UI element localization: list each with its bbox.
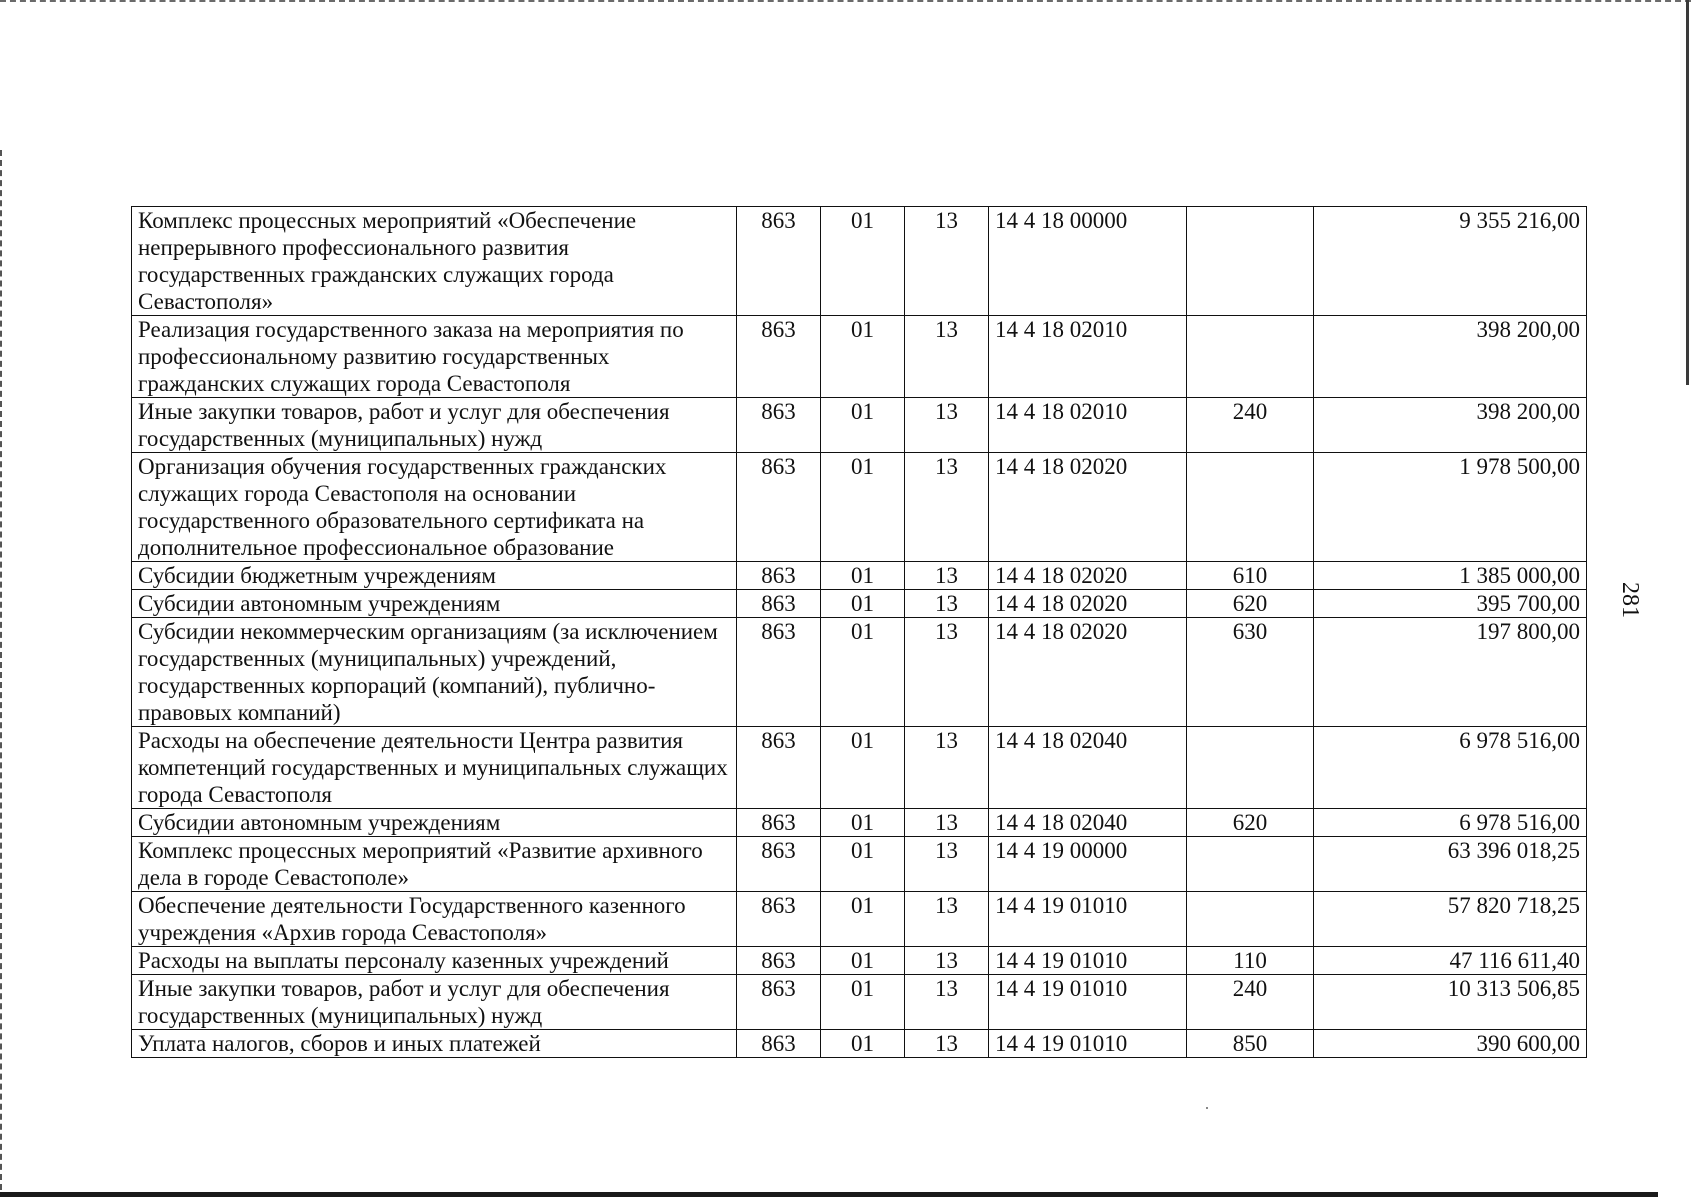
table-row [132,947,1587,975]
ministry-code-cell: 863 [737,727,821,809]
section-code-cell: 01 [821,207,905,316]
amount-cell: 1 978 500,00 [1314,453,1587,562]
section-code-cell: 01 [821,398,905,453]
expense-name-cell: Реализация государственного заказа на мероприятия по профессиональному развитию государственных гражданских служащих города Севастополя [132,316,737,398]
table-row [132,207,1587,316]
table-row [132,975,1587,1030]
expense-type-cell [1187,837,1314,892]
section-code-cell: 01 [821,618,905,727]
expense-name-cell: Субсидии некоммерческим организациям (за исключением государственных (муниципальных) учреждений, государственных корпораций (компаний), публично-правовых компаний) [132,618,737,727]
scan-speck [1206,1107,1208,1109]
amount-cell: 1 385 000,00 [1314,562,1587,590]
ministry-code-cell: 863 [737,453,821,562]
target-article-cell: 14 4 18 02020 [989,562,1187,590]
target-article-cell: 14 4 19 01010 [989,1030,1187,1058]
target-article-cell: 14 4 19 00000 [989,837,1187,892]
amount-cell: 398 200,00 [1314,398,1587,453]
amount-cell: 6 978 516,00 [1314,727,1587,809]
ministry-code-cell: 863 [737,837,821,892]
scan-edge-left [0,150,2,1190]
amount-cell: 390 600,00 [1314,1030,1587,1058]
table-row [132,727,1587,809]
table-row [132,1030,1587,1058]
amount-cell: 10 313 506,85 [1314,975,1587,1030]
expense-name-cell: Субсидии автономным учреждениям [132,809,737,837]
amount-cell: 398 200,00 [1314,316,1587,398]
target-article-cell: 14 4 19 01010 [989,947,1187,975]
target-article-cell: 14 4 18 00000 [989,207,1187,316]
amount-cell: 395 700,00 [1314,590,1587,618]
table-row [132,618,1587,727]
section-code-cell: 01 [821,837,905,892]
amount-cell: 63 396 018,25 [1314,837,1587,892]
expense-name-cell: Субсидии бюджетным учреждениям [132,562,737,590]
target-article-cell: 14 4 18 02010 [989,398,1187,453]
table-row [132,892,1587,947]
table-row [132,316,1587,398]
section-code-cell: 01 [821,947,905,975]
amount-cell: 197 800,00 [1314,618,1587,727]
expense-type-cell: 110 [1187,947,1314,975]
expense-name-cell: Расходы на обеспечение деятельности Центра развития компетенций государственных и муниципальных служащих города Севастополя [132,727,737,809]
ministry-code-cell: 863 [737,316,821,398]
amount-cell: 9 355 216,00 [1314,207,1587,316]
subsection-code-cell: 13 [905,727,989,809]
section-code-cell: 01 [821,975,905,1030]
subsection-code-cell: 13 [905,1030,989,1058]
target-article-cell: 14 4 18 02020 [989,590,1187,618]
section-code-cell: 01 [821,316,905,398]
target-article-cell: 14 4 18 02020 [989,618,1187,727]
subsection-code-cell: 13 [905,809,989,837]
subsection-code-cell: 13 [905,947,989,975]
section-code-cell: 01 [821,562,905,590]
ministry-code-cell: 863 [737,809,821,837]
subsection-code-cell: 13 [905,562,989,590]
page-number: 281 [1617,582,1643,618]
table-row [132,590,1587,618]
subsection-code-cell: 13 [905,590,989,618]
expense-name-cell: Комплекс процессных мероприятий «Развитие архивного дела в городе Севастополе» [132,837,737,892]
ministry-code-cell: 863 [737,975,821,1030]
target-article-cell: 14 4 18 02040 [989,809,1187,837]
scan-edge-bottom [0,1192,1658,1197]
subsection-code-cell: 13 [905,453,989,562]
subsection-code-cell: 13 [905,398,989,453]
ministry-code-cell: 863 [737,947,821,975]
expense-type-cell [1187,316,1314,398]
expense-type-cell: 240 [1187,398,1314,453]
target-article-cell: 14 4 18 02010 [989,316,1187,398]
expense-type-cell [1187,727,1314,809]
subsection-code-cell: 13 [905,207,989,316]
target-article-cell: 14 4 19 01010 [989,892,1187,947]
section-code-cell: 01 [821,727,905,809]
expense-name-cell: Организация обучения государственных гражданских служащих города Севастополя на основании государственного образовательного сертификата на дополнительное профессиональное образование [132,453,737,562]
ministry-code-cell: 863 [737,207,821,316]
target-article-cell: 14 4 18 02040 [989,727,1187,809]
expense-type-cell: 610 [1187,562,1314,590]
expense-name-cell: Комплекс процессных мероприятий «Обеспечение непрерывного профессионального развития государственных гражданских служащих города Севастополя» [132,207,737,316]
subsection-code-cell: 13 [905,975,989,1030]
target-article-cell: 14 4 18 02020 [989,453,1187,562]
expense-name-cell: Субсидии автономным учреждениям [132,590,737,618]
subsection-code-cell: 13 [905,618,989,727]
expense-name-cell: Иные закупки товаров, работ и услуг для обеспечения государственных (муниципальных) нужд [132,975,737,1030]
amount-cell: 57 820 718,25 [1314,892,1587,947]
expense-type-cell [1187,453,1314,562]
expense-type-cell: 620 [1187,590,1314,618]
ministry-code-cell: 863 [737,398,821,453]
expense-type-cell: 620 [1187,809,1314,837]
subsection-code-cell: 13 [905,892,989,947]
target-article-cell: 14 4 19 01010 [989,975,1187,1030]
expense-type-cell: 240 [1187,975,1314,1030]
subsection-code-cell: 13 [905,837,989,892]
scan-edge-top [0,0,1691,2]
expense-type-cell [1187,207,1314,316]
ministry-code-cell: 863 [737,618,821,727]
section-code-cell: 01 [821,1030,905,1058]
section-code-cell: 01 [821,809,905,837]
table-row [132,398,1587,453]
section-code-cell: 01 [821,590,905,618]
budget-table [131,206,1587,1058]
scan-edge-right [1686,0,1689,385]
table-row [132,562,1587,590]
table-row [132,453,1587,562]
amount-cell: 47 116 611,40 [1314,947,1587,975]
section-code-cell: 01 [821,453,905,562]
expense-type-cell [1187,892,1314,947]
subsection-code-cell: 13 [905,316,989,398]
section-code-cell: 01 [821,892,905,947]
expense-name-cell: Иные закупки товаров, работ и услуг для обеспечения государственных (муниципальных) нужд [132,398,737,453]
expense-type-cell: 850 [1187,1030,1314,1058]
budget-table-body [132,207,1587,1058]
expense-name-cell: Уплата налогов, сборов и иных платежей [132,1030,737,1058]
ministry-code-cell: 863 [737,1030,821,1058]
ministry-code-cell: 863 [737,892,821,947]
expense-name-cell: Обеспечение деятельности Государственного казенного учреждения «Архив города Севастополя» [132,892,737,947]
ministry-code-cell: 863 [737,590,821,618]
table-row [132,837,1587,892]
expense-type-cell: 630 [1187,618,1314,727]
amount-cell: 6 978 516,00 [1314,809,1587,837]
ministry-code-cell: 863 [737,562,821,590]
expense-name-cell: Расходы на выплаты персоналу казенных учреждений [132,947,737,975]
table-row [132,809,1587,837]
